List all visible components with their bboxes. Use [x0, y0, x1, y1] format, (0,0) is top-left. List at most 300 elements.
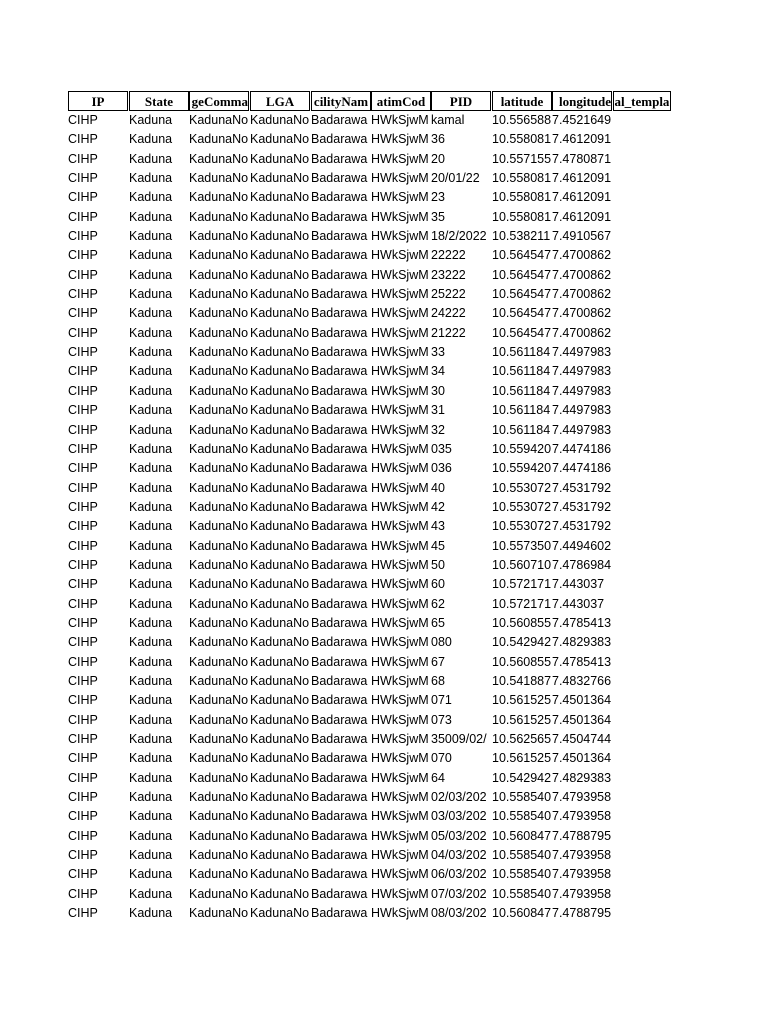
cell-pid[interactable]: 33 — [431, 345, 445, 360]
cell-datim[interactable]: HWkSjwM — [371, 615, 429, 630]
cell-pid[interactable]: 68 — [431, 673, 445, 688]
cell-longitude[interactable]: 7.4700862 — [552, 306, 612, 321]
cell-longitude[interactable]: 7.4700862 — [552, 287, 612, 302]
cell-longitude[interactable]: 7.443037 — [552, 596, 605, 611]
cell-latitude[interactable]: 10.561184 — [492, 364, 551, 379]
cell-pid[interactable]: 50 — [431, 557, 445, 572]
cell-longitude[interactable]: 7.4700862 — [552, 325, 612, 340]
cell-datim[interactable]: HWkSjwM — [371, 229, 429, 244]
cell-facility[interactable]: Badarawa — [311, 267, 368, 282]
cell-longitude[interactable]: 7.4780871 — [552, 151, 612, 166]
cell-ward[interactable]: KadunaNo — [189, 441, 249, 456]
cell-facility[interactable]: Badarawa — [311, 654, 368, 669]
cell-longitude[interactable]: 7.4474186 — [552, 461, 612, 476]
cell-datim[interactable]: HWkSjwM — [371, 383, 429, 398]
cell-lga[interactable]: KadunaNo — [250, 693, 310, 708]
cell-state[interactable]: Kaduna — [129, 209, 173, 224]
cell-ip[interactable]: CIHP — [68, 190, 98, 205]
cell-pid[interactable]: 67 — [431, 654, 445, 669]
cell-ward[interactable]: KadunaNo — [189, 499, 249, 514]
cell-pid[interactable]: 071 — [431, 693, 452, 708]
cell-ip[interactable]: CIHP — [68, 867, 98, 882]
cell-state[interactable]: Kaduna — [129, 867, 173, 882]
cell-lga[interactable]: KadunaNo — [250, 441, 310, 456]
cell-state[interactable]: Kaduna — [129, 809, 173, 824]
cell-ward[interactable]: KadunaNo — [189, 248, 249, 263]
cell-state[interactable]: Kaduna — [129, 712, 173, 727]
cell-longitude[interactable]: 7.4700862 — [552, 248, 612, 263]
cell-facility[interactable]: Badarawa — [311, 596, 368, 611]
cell-latitude[interactable]: 10.538211 — [492, 229, 551, 244]
cell-pid[interactable]: 02/03/202 — [431, 790, 487, 805]
cell-facility[interactable]: Badarawa — [311, 635, 368, 650]
cell-lga[interactable]: KadunaNo — [250, 732, 310, 746]
cell-datim[interactable]: HWkSjwM — [371, 190, 429, 205]
cell-pid[interactable]: 07/03/202 — [431, 886, 487, 901]
cell-pid[interactable]: 03/03/202 — [431, 809, 487, 824]
cell-ward[interactable]: KadunaNo — [189, 828, 249, 843]
cell-latitude[interactable]: 10.542942 — [492, 635, 552, 650]
cell-ward[interactable]: KadunaNo — [189, 557, 249, 572]
cell-latitude[interactable]: 10.561525 — [492, 712, 552, 727]
cell-datim[interactable]: HWkSjwM — [371, 673, 429, 688]
cell-longitude[interactable]: 7.4497983 — [552, 422, 612, 437]
cell-lga[interactable]: KadunaNo — [250, 519, 310, 534]
cell-facility[interactable]: Badarawa — [311, 712, 368, 727]
cell-datim[interactable]: HWkSjwM — [371, 499, 429, 514]
cell-ward[interactable]: KadunaNo — [189, 461, 249, 476]
cell-lga[interactable]: KadunaNo — [250, 712, 310, 727]
cell-datim[interactable]: HWkSjwM — [371, 113, 429, 127]
cell-facility[interactable]: Badarawa — [311, 693, 368, 708]
cell-facility[interactable]: Badarawa — [311, 886, 368, 901]
cell-state[interactable]: Kaduna — [129, 732, 173, 746]
cell-lga[interactable]: KadunaNo — [250, 848, 310, 863]
cell-ip[interactable]: CIHP — [68, 306, 98, 321]
cell-latitude[interactable]: 10.553072 — [492, 499, 552, 514]
cell-ward[interactable]: KadunaNo — [189, 906, 249, 921]
cell-datim[interactable]: HWkSjwM — [371, 809, 429, 824]
cell-state[interactable]: Kaduna — [129, 848, 173, 863]
cell-facility[interactable]: Badarawa — [311, 209, 368, 224]
cell-state[interactable]: Kaduna — [129, 886, 173, 901]
cell-longitude[interactable]: 7.4788795 — [552, 828, 612, 843]
cell-lga[interactable]: KadunaNo — [250, 538, 310, 553]
cell-pid[interactable]: 42 — [431, 499, 445, 514]
cell-ward[interactable]: KadunaNo — [189, 538, 249, 553]
cell-datim[interactable]: HWkSjwM — [371, 151, 429, 166]
cell-datim[interactable]: HWkSjwM — [371, 364, 429, 379]
cell-pid[interactable]: 06/03/202 — [431, 867, 487, 882]
cell-lga[interactable]: KadunaNo — [250, 557, 310, 572]
cell-ward[interactable]: KadunaNo — [189, 287, 249, 302]
cell-pid[interactable]: 23222 — [431, 267, 466, 282]
cell-pid[interactable]: 35009/02/ — [431, 732, 487, 746]
cell-longitude[interactable]: 7.4497983 — [552, 403, 612, 418]
cell-facility[interactable]: Badarawa — [311, 480, 368, 495]
cell-datim[interactable]: HWkSjwM — [371, 906, 429, 921]
cell-longitude[interactable]: 7.4531792 — [552, 499, 612, 514]
cell-ip[interactable]: CIHP — [68, 673, 98, 688]
cell-latitude[interactable]: 10.553072 — [492, 480, 552, 495]
cell-state[interactable]: Kaduna — [129, 693, 173, 708]
cell-ip[interactable]: CIHP — [68, 809, 98, 824]
cell-facility[interactable]: Badarawa — [311, 615, 368, 630]
cell-latitude[interactable]: 10.558540 — [492, 867, 552, 882]
cell-datim[interactable]: HWkSjwM — [371, 732, 429, 746]
cell-longitude[interactable]: 7.4474186 — [552, 441, 612, 456]
cell-longitude[interactable]: 7.4788795 — [552, 906, 612, 921]
cell-ip[interactable]: CIHP — [68, 209, 98, 224]
cell-latitude[interactable]: 10.557155 — [492, 151, 552, 166]
cell-facility[interactable]: Badarawa — [311, 441, 368, 456]
cell-facility[interactable]: Badarawa — [311, 325, 368, 340]
cell-latitude[interactable]: 10.564547 — [492, 248, 552, 263]
cell-datim[interactable]: HWkSjwM — [371, 171, 429, 186]
cell-facility[interactable]: Badarawa — [311, 248, 368, 263]
cell-state[interactable]: Kaduna — [129, 267, 173, 282]
cell-ward[interactable]: KadunaNo — [189, 209, 249, 224]
cell-ip[interactable]: CIHP — [68, 171, 98, 186]
cell-ip[interactable]: CIHP — [68, 345, 98, 360]
cell-ward[interactable]: KadunaNo — [189, 267, 249, 282]
cell-longitude[interactable]: 7.4793958 — [552, 848, 612, 863]
cell-datim[interactable]: HWkSjwM — [371, 790, 429, 805]
cell-ip[interactable]: CIHP — [68, 790, 98, 805]
cell-datim[interactable]: HWkSjwM — [371, 325, 429, 340]
cell-pid[interactable]: 40 — [431, 480, 445, 495]
cell-lga[interactable]: KadunaNo — [250, 770, 310, 785]
cell-ward[interactable]: KadunaNo — [189, 751, 249, 766]
cell-latitude[interactable]: 10.561525 — [492, 693, 552, 708]
cell-ward[interactable]: KadunaNo — [189, 306, 249, 321]
cell-longitude[interactable]: 7.4829383 — [552, 770, 612, 785]
cell-longitude[interactable]: 7.4497983 — [552, 345, 612, 360]
cell-latitude[interactable]: 10.561184 — [492, 403, 551, 418]
cell-longitude[interactable]: 7.4501364 — [552, 751, 612, 766]
cell-datim[interactable]: HWkSjwM — [371, 712, 429, 727]
cell-lga[interactable]: KadunaNo — [250, 325, 310, 340]
cell-state[interactable]: Kaduna — [129, 325, 173, 340]
cell-pid[interactable]: 64 — [431, 770, 445, 785]
cell-state[interactable]: Kaduna — [129, 519, 173, 534]
cell-ip[interactable]: CIHP — [68, 712, 98, 727]
cell-ip[interactable]: CIHP — [68, 635, 98, 650]
cell-ip[interactable]: CIHP — [68, 848, 98, 863]
cell-ip[interactable]: CIHP — [68, 577, 98, 592]
cell-datim[interactable]: HWkSjwM — [371, 480, 429, 495]
cell-lga[interactable]: KadunaNo — [250, 132, 310, 147]
cell-ward[interactable]: KadunaNo — [189, 712, 249, 727]
cell-latitude[interactable]: 10.558081 — [492, 171, 552, 186]
cell-state[interactable]: Kaduna — [129, 248, 173, 263]
cell-longitude[interactable]: 7.4786984 — [552, 557, 612, 572]
cell-pid[interactable]: 31 — [431, 403, 445, 418]
cell-longitude[interactable]: 7.4612091 — [552, 190, 612, 205]
cell-ward[interactable]: KadunaNo — [189, 693, 249, 708]
cell-longitude[interactable]: 7.4785413 — [552, 654, 612, 669]
cell-facility[interactable]: Badarawa — [311, 151, 368, 166]
cell-facility[interactable]: Badarawa — [311, 229, 368, 244]
cell-lga[interactable]: KadunaNo — [250, 190, 310, 205]
cell-latitude[interactable]: 10.564547 — [492, 306, 552, 321]
header-facility-name[interactable]: cilityNam — [311, 91, 371, 111]
cell-latitude[interactable]: 10.558540 — [492, 809, 552, 824]
cell-ward[interactable]: KadunaNo — [189, 577, 249, 592]
cell-pid[interactable]: 30 — [431, 383, 445, 398]
cell-latitude[interactable]: 10.564547 — [492, 287, 552, 302]
cell-datim[interactable]: HWkSjwM — [371, 828, 429, 843]
cell-lga[interactable]: KadunaNo — [250, 248, 310, 263]
cell-longitude[interactable]: 7.4829383 — [552, 635, 612, 650]
cell-facility[interactable]: Badarawa — [311, 790, 368, 805]
cell-state[interactable]: Kaduna — [129, 287, 173, 302]
cell-latitude[interactable]: 10.542942 — [492, 770, 552, 785]
cell-state[interactable]: Kaduna — [129, 596, 173, 611]
cell-pid[interactable]: 073 — [431, 712, 452, 727]
cell-state[interactable]: Kaduna — [129, 171, 173, 186]
cell-ward[interactable]: KadunaNo — [189, 383, 249, 398]
cell-pid[interactable]: 22222 — [431, 248, 466, 263]
header-state[interactable]: State — [129, 91, 189, 111]
cell-ward[interactable]: KadunaNo — [189, 809, 249, 824]
cell-ward[interactable]: KadunaNo — [189, 790, 249, 805]
cell-pid[interactable]: 34 — [431, 364, 445, 379]
cell-facility[interactable]: Badarawa — [311, 113, 368, 127]
cell-state[interactable]: Kaduna — [129, 461, 173, 476]
cell-lga[interactable]: KadunaNo — [250, 345, 310, 360]
cell-datim[interactable]: HWkSjwM — [371, 557, 429, 572]
cell-facility[interactable]: Badarawa — [311, 538, 368, 553]
cell-lga[interactable]: KadunaNo — [250, 209, 310, 224]
cell-state[interactable]: Kaduna — [129, 306, 173, 321]
cell-facility[interactable]: Badarawa — [311, 461, 368, 476]
cell-ip[interactable]: CIHP — [68, 538, 98, 553]
cell-lga[interactable]: KadunaNo — [250, 499, 310, 514]
cell-state[interactable]: Kaduna — [129, 403, 173, 418]
cell-latitude[interactable]: 10.572171 — [492, 577, 552, 592]
cell-facility[interactable]: Badarawa — [311, 364, 368, 379]
cell-longitude[interactable]: 7.4521649 — [552, 113, 612, 127]
cell-longitude[interactable]: 7.4531792 — [552, 519, 612, 534]
cell-pid[interactable]: 080 — [431, 635, 452, 650]
cell-pid[interactable]: 08/03/202 — [431, 906, 487, 921]
cell-longitude[interactable]: 7.4793958 — [552, 886, 612, 901]
cell-datim[interactable]: HWkSjwM — [371, 635, 429, 650]
cell-state[interactable]: Kaduna — [129, 345, 173, 360]
cell-ip[interactable]: CIHP — [68, 828, 98, 843]
header-pid[interactable]: PID — [431, 91, 491, 111]
cell-datim[interactable]: HWkSjwM — [371, 848, 429, 863]
cell-ip[interactable]: CIHP — [68, 403, 98, 418]
cell-pid[interactable]: 05/03/202 — [431, 828, 487, 843]
cell-ward[interactable]: KadunaNo — [189, 171, 249, 186]
cell-datim[interactable]: HWkSjwM — [371, 422, 429, 437]
cell-longitude[interactable]: 7.4793958 — [552, 790, 612, 805]
cell-ward[interactable]: KadunaNo — [189, 151, 249, 166]
cell-datim[interactable]: HWkSjwM — [371, 248, 429, 263]
cell-ward[interactable]: KadunaNo — [189, 422, 249, 437]
cell-state[interactable]: Kaduna — [129, 751, 173, 766]
cell-facility[interactable]: Badarawa — [311, 306, 368, 321]
cell-latitude[interactable]: 10.564547 — [492, 267, 552, 282]
cell-pid[interactable]: 25222 — [431, 287, 466, 302]
cell-state[interactable]: Kaduna — [129, 499, 173, 514]
cell-state[interactable]: Kaduna — [129, 673, 173, 688]
cell-facility[interactable]: Badarawa — [311, 557, 368, 572]
cell-state[interactable]: Kaduna — [129, 422, 173, 437]
cell-longitude[interactable]: 7.4497983 — [552, 364, 612, 379]
cell-state[interactable]: Kaduna — [129, 790, 173, 805]
cell-lga[interactable]: KadunaNo — [250, 577, 310, 592]
cell-lga[interactable]: KadunaNo — [250, 596, 310, 611]
cell-ip[interactable]: CIHP — [68, 732, 98, 746]
cell-longitude[interactable]: 7.4612091 — [552, 171, 612, 186]
cell-longitude[interactable]: 7.4785413 — [552, 615, 612, 630]
cell-ip[interactable]: CIHP — [68, 229, 98, 244]
cell-facility[interactable]: Badarawa — [311, 519, 368, 534]
cell-pid[interactable]: 070 — [431, 751, 452, 766]
cell-ip[interactable]: CIHP — [68, 248, 98, 263]
cell-longitude[interactable]: 7.4612091 — [552, 132, 612, 147]
cell-ward[interactable]: KadunaNo — [189, 673, 249, 688]
cell-pid[interactable]: 20/01/22 — [431, 171, 480, 186]
cell-longitude[interactable]: 7.4501364 — [552, 712, 612, 727]
cell-state[interactable]: Kaduna — [129, 654, 173, 669]
cell-pid[interactable]: 60 — [431, 577, 445, 592]
cell-lga[interactable]: KadunaNo — [250, 403, 310, 418]
cell-ward[interactable]: KadunaNo — [189, 403, 249, 418]
cell-ward[interactable]: KadunaNo — [189, 519, 249, 534]
cell-state[interactable]: Kaduna — [129, 577, 173, 592]
cell-latitude[interactable]: 10.558540 — [492, 790, 552, 805]
cell-lga[interactable]: KadunaNo — [250, 673, 310, 688]
cell-latitude[interactable]: 10.561184 — [492, 422, 551, 437]
cell-state[interactable]: Kaduna — [129, 538, 173, 553]
cell-ip[interactable]: CIHP — [68, 480, 98, 495]
cell-facility[interactable]: Badarawa — [311, 190, 368, 205]
cell-pid[interactable]: 036 — [431, 461, 452, 476]
cell-state[interactable]: Kaduna — [129, 132, 173, 147]
cell-ward[interactable]: KadunaNo — [189, 654, 249, 669]
cell-ward[interactable]: KadunaNo — [189, 770, 249, 785]
cell-state[interactable]: Kaduna — [129, 615, 173, 630]
cell-facility[interactable]: Badarawa — [311, 751, 368, 766]
cell-ward[interactable]: KadunaNo — [189, 848, 249, 863]
cell-lga[interactable]: KadunaNo — [250, 267, 310, 282]
cell-ip[interactable]: CIHP — [68, 557, 98, 572]
cell-lga[interactable]: KadunaNo — [250, 654, 310, 669]
cell-latitude[interactable]: 10.556588 — [492, 113, 552, 127]
cell-ip[interactable]: CIHP — [68, 693, 98, 708]
cell-state[interactable]: Kaduna — [129, 441, 173, 456]
cell-facility[interactable]: Badarawa — [311, 287, 368, 302]
cell-ward[interactable]: KadunaNo — [189, 480, 249, 495]
cell-pid[interactable]: 18/2/2022 — [431, 229, 487, 244]
cell-lga[interactable]: KadunaNo — [250, 790, 310, 805]
cell-longitude[interactable]: 7.4501364 — [552, 693, 612, 708]
cell-lga[interactable]: KadunaNo — [250, 461, 310, 476]
cell-datim[interactable]: HWkSjwM — [371, 693, 429, 708]
cell-pid[interactable]: 24222 — [431, 306, 466, 321]
cell-pid[interactable]: 43 — [431, 519, 445, 534]
cell-datim[interactable]: HWkSjwM — [371, 577, 429, 592]
cell-pid[interactable]: 35 — [431, 209, 445, 224]
cell-ip[interactable]: CIHP — [68, 422, 98, 437]
cell-state[interactable]: Kaduna — [129, 828, 173, 843]
cell-facility[interactable]: Badarawa — [311, 906, 368, 921]
cell-state[interactable]: Kaduna — [129, 906, 173, 921]
cell-lga[interactable]: KadunaNo — [250, 287, 310, 302]
cell-pid[interactable]: 23 — [431, 190, 445, 205]
cell-ip[interactable]: CIHP — [68, 267, 98, 282]
cell-lga[interactable]: KadunaNo — [250, 886, 310, 901]
cell-datim[interactable]: HWkSjwM — [371, 461, 429, 476]
cell-latitude[interactable]: 10.559420 — [492, 441, 552, 456]
cell-lga[interactable]: KadunaNo — [250, 422, 310, 437]
cell-facility[interactable]: Badarawa — [311, 132, 368, 147]
cell-longitude[interactable]: 7.4700862 — [552, 267, 612, 282]
cell-ward[interactable]: KadunaNo — [189, 635, 249, 650]
cell-latitude[interactable]: 10.560847 — [492, 906, 552, 921]
cell-lga[interactable]: KadunaNo — [250, 809, 310, 824]
cell-latitude[interactable]: 10.558081 — [492, 209, 552, 224]
cell-facility[interactable]: Badarawa — [311, 867, 368, 882]
cell-lga[interactable]: KadunaNo — [250, 151, 310, 166]
cell-ip[interactable]: CIHP — [68, 132, 98, 147]
header-datim-code[interactable]: atimCod — [371, 91, 431, 111]
cell-datim[interactable]: HWkSjwM — [371, 538, 429, 553]
cell-ward[interactable]: KadunaNo — [189, 229, 249, 244]
cell-state[interactable]: Kaduna — [129, 770, 173, 785]
cell-state[interactable]: Kaduna — [129, 113, 173, 127]
cell-facility[interactable]: Badarawa — [311, 383, 368, 398]
cell-datim[interactable]: HWkSjwM — [371, 519, 429, 534]
cell-lga[interactable]: KadunaNo — [250, 306, 310, 321]
cell-datim[interactable]: HWkSjwM — [371, 596, 429, 611]
cell-facility[interactable]: Badarawa — [311, 345, 368, 360]
cell-latitude[interactable]: 10.557350 — [492, 538, 552, 553]
cell-lga[interactable]: KadunaNo — [250, 364, 310, 379]
cell-latitude[interactable]: 10.561525 — [492, 751, 552, 766]
cell-latitude[interactable]: 10.558540 — [492, 848, 552, 863]
cell-ip[interactable]: CIHP — [68, 287, 98, 302]
cell-lga[interactable]: KadunaNo — [250, 229, 310, 244]
cell-pid[interactable]: 21222 — [431, 325, 466, 340]
cell-latitude[interactable]: 10.564547 — [492, 325, 552, 340]
cell-latitude[interactable]: 10.558081 — [492, 132, 552, 147]
cell-state[interactable]: Kaduna — [129, 557, 173, 572]
cell-state[interactable]: Kaduna — [129, 190, 173, 205]
cell-ward[interactable]: KadunaNo — [189, 113, 249, 127]
cell-state[interactable]: Kaduna — [129, 229, 173, 244]
cell-datim[interactable]: HWkSjwM — [371, 287, 429, 302]
cell-facility[interactable]: Badarawa — [311, 577, 368, 592]
cell-longitude[interactable]: 7.4793958 — [552, 867, 612, 882]
cell-longitude[interactable]: 7.4910567 — [552, 229, 612, 244]
cell-facility[interactable]: Badarawa — [311, 403, 368, 418]
cell-datim[interactable]: HWkSjwM — [371, 441, 429, 456]
cell-datim[interactable]: HWkSjwM — [371, 770, 429, 785]
cell-ip[interactable]: CIHP — [68, 654, 98, 669]
cell-facility[interactable]: Badarawa — [311, 828, 368, 843]
cell-ward[interactable]: KadunaNo — [189, 190, 249, 205]
cell-longitude[interactable]: 7.443037 — [552, 577, 605, 592]
cell-pid[interactable]: 035 — [431, 441, 452, 456]
cell-datim[interactable]: HWkSjwM — [371, 267, 429, 282]
cell-ward[interactable]: KadunaNo — [189, 867, 249, 882]
cell-ip[interactable]: CIHP — [68, 615, 98, 630]
